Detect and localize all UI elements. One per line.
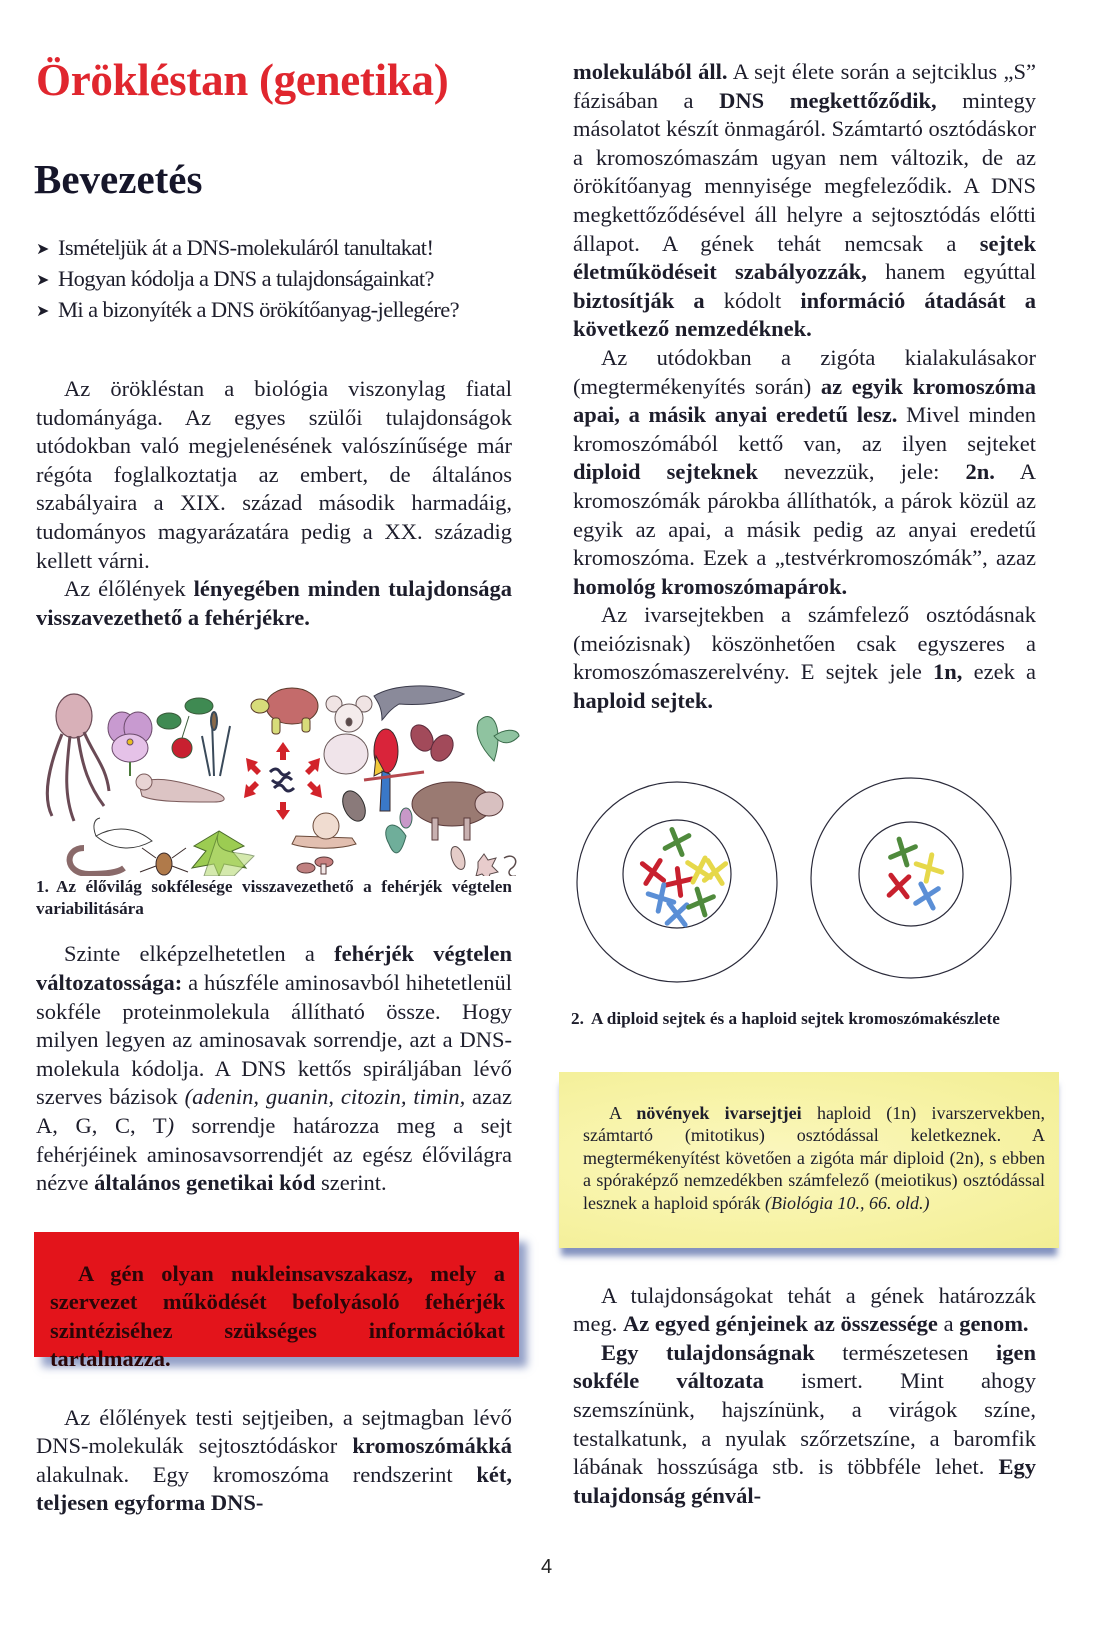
biodiversity-drawing (34, 676, 524, 876)
violet-icon (386, 808, 412, 853)
chromosome-haploid (889, 875, 909, 896)
paramecium-icon (448, 845, 467, 872)
right-column (571, 58, 1046, 1510)
amoeba-icon (476, 854, 498, 876)
chromosome-diploid (689, 889, 714, 915)
arrowhead-bullet-icon: ➤ (36, 272, 49, 289)
spider-icon (140, 848, 188, 875)
dna-center-icon (244, 742, 322, 820)
paragraph-chromosomes: Az élőlények testi sejtjeiben, a sejtmagban lévő DNS-molekulák sejtosztódáskor kromoszómákká alakulnak. Egy kromoszóma rendszerint két, teljesen egyforma DNS- (36, 1404, 512, 1516)
page-title: Örökléstan (genetika) (36, 55, 449, 105)
seal-icon (136, 774, 224, 802)
dolphin-icon (374, 686, 464, 720)
chromosome-diploid (665, 829, 689, 854)
paragraph-diploid: Az utódokban a zigóta kialakulásakor (megtermékenyítés során) az egyik kromoszóma apai, a másik anyai eredetű lesz. Mivel minden kromoszómából kettő van, az ilyen sejteket diploid sejteknek nevezzük, jele: 2n. A kromoszómák párokba állíthatók, a párok közül az egyik az apai, a másik pedig az anyai eredetű kromoszóma. Ezek a „testvérkromoszómák”, azaz homológ kromoszómapárok. (573, 344, 1036, 599)
haploid-cell (811, 778, 1011, 978)
koala-icon (324, 696, 372, 774)
reed-icon (202, 712, 230, 776)
leaf-icon (477, 717, 519, 761)
section-heading: Bevezetés (34, 156, 203, 202)
arrowhead-bullet-icon: ➤ (36, 303, 49, 320)
paragraph-haploid: Az ivarsejtekben a számfelező osztódásnak (meiózisnak) köszönhetően csak egyszeres a kromoszómaszerelvény. E sejtek jele 1n, ezek a haploid sejtek. (573, 602, 1036, 714)
figure-2-caption: 2. A diploid sejtek és a haploid sejtek kromoszómakészlete (571, 1008, 1000, 1028)
snail-icon (292, 813, 356, 848)
paragraph-proteins: Az élőlények lényegében minden tulajdonsága visszavezethető a fehérjékre. (36, 576, 512, 630)
list-item: ➤ Hogyan kódolja a DNS a tulajdonságainkat? (36, 265, 512, 296)
biodiversity-illustration (34, 676, 524, 876)
gene-definition-box (34, 1232, 519, 1371)
mushroom-icon (297, 857, 333, 874)
figure-1-caption: 1. Az élővilág sokfélesége visszavezethető a fehérjék végtelen variabilitására (36, 877, 512, 919)
chromosome-haploid (916, 884, 939, 908)
page-number: 4 (540, 1556, 553, 1578)
chromosome-diploid (667, 903, 687, 924)
arrowhead-bullet-icon: ➤ (36, 241, 49, 258)
paragraph-intro: Az örökléstan a biológia viszonylag fiatal tudományága. Az egyes szülői tulajdonságok utódokban való megjelenésének valószínűsége már régóta foglalkoztatja az embert, de általános szabályaira a XIX. század második harmadáig, tudományos magyarázatára pedig a XX. századig kellett várni. (36, 376, 512, 573)
butterfly-icon (406, 721, 457, 765)
beetle-icon (338, 788, 370, 825)
paragraph-genome: A tulajdonságokat tehát a gének határozzák meg. Az egyed génjeinek az összessége a genom. (573, 1282, 1036, 1337)
worm-icon (70, 848, 124, 874)
chromosome-diploid (666, 868, 692, 895)
chromosome-diploid (704, 860, 725, 883)
cell-chromosome-figure (565, 774, 1045, 1004)
gene-definition-text: A gén olyan nukleinsavszakasz, mely a szervezet működését befolyásoló fehérjék szintéziséhez szükséges információkat tartalmazza. (50, 1260, 505, 1371)
diploid-cell (577, 782, 777, 982)
chromosome-haploid (916, 854, 942, 880)
boar-icon (412, 782, 503, 840)
chromosome-diploid (642, 860, 663, 883)
small-worm-icon (504, 856, 516, 876)
paragraph-protein-variability: Szinte elképzelhetetlen a fehérjék végtelen változatossága: a húszféle aminosavból hihetetlenül sokféle proteinmolekula állítható össze. Hogy milyen legyen az aminosavak sorrendje, azt a DNS-molekula kódolja. A DNS kettős spiráljában lévő szerves bázisok (adenin, guanin, citozin, timin, azaz A, G, C, T) sorrendje határozza meg a sejt fehérjéinek aminosavsorrendjét az egész élővilágra nézve általános genetikai kód szerint. (36, 941, 513, 1196)
list-item: ➤ Ismételjük át a DNS-molekuláról tanultakat! (36, 234, 512, 265)
turtle-icon (251, 688, 318, 734)
plant-gametes-note-text: A növények ivarsejtjei haploid (1n) ivarszervekben, számtartó (mitotikus) osztódással keletkeznek. A megtermékenyítést követően a zigóta már diploid (2n), s ebben a spóraképző nemzedékben számfelező (meiotikus) osztódással lesznek a haploid spórák (Biológia 10., 66. old.) (583, 1102, 1046, 1214)
pansy-icon (108, 712, 152, 776)
list-item: ➤ Mi a bizonyíték a DNS örökítőanyag-jellegére? (36, 296, 512, 327)
plant-gametes-note-box (559, 1072, 1059, 1248)
objectives-list (36, 234, 512, 327)
haploid-nucleus (859, 822, 963, 926)
chromosome-haploid (891, 839, 916, 865)
swan-icon (94, 818, 152, 848)
maple-leaf-icon (192, 831, 254, 876)
paragraph-variants: Egy tulajdonságnak természetesen igen sokféle változata ismert. Mint ahogy szemszínünk, hajszínünk, a virágok színe, testalkatunk, a nyulak szőrzetszíne, a baromfik lábának hosszúsága stb. is többféle lehet. Egy tulajdonság génvál- (573, 1339, 1037, 1508)
left-column (36, 40, 512, 1518)
octopus-icon (47, 694, 109, 821)
paragraph-dna-replication: molekulából áll. A sejt élete során a sejtciklus „S” fázisában a DNS megkettőződik, mintegy másolatot készít önmagáról. Számtartó osztódáskor a kromoszómaszám ugyan nem változik, de az örökítőanyag mennyisége megfeleződik. A DNS megkettőződésével áll helyre a sejtosztódás előtti állapot. A gének tehát nemcsak a sejtek életműködéseit szabályozzák, hanem egyúttal biztosítják a kódolt információ átadását a következő nemzedéknek. (573, 59, 1037, 342)
